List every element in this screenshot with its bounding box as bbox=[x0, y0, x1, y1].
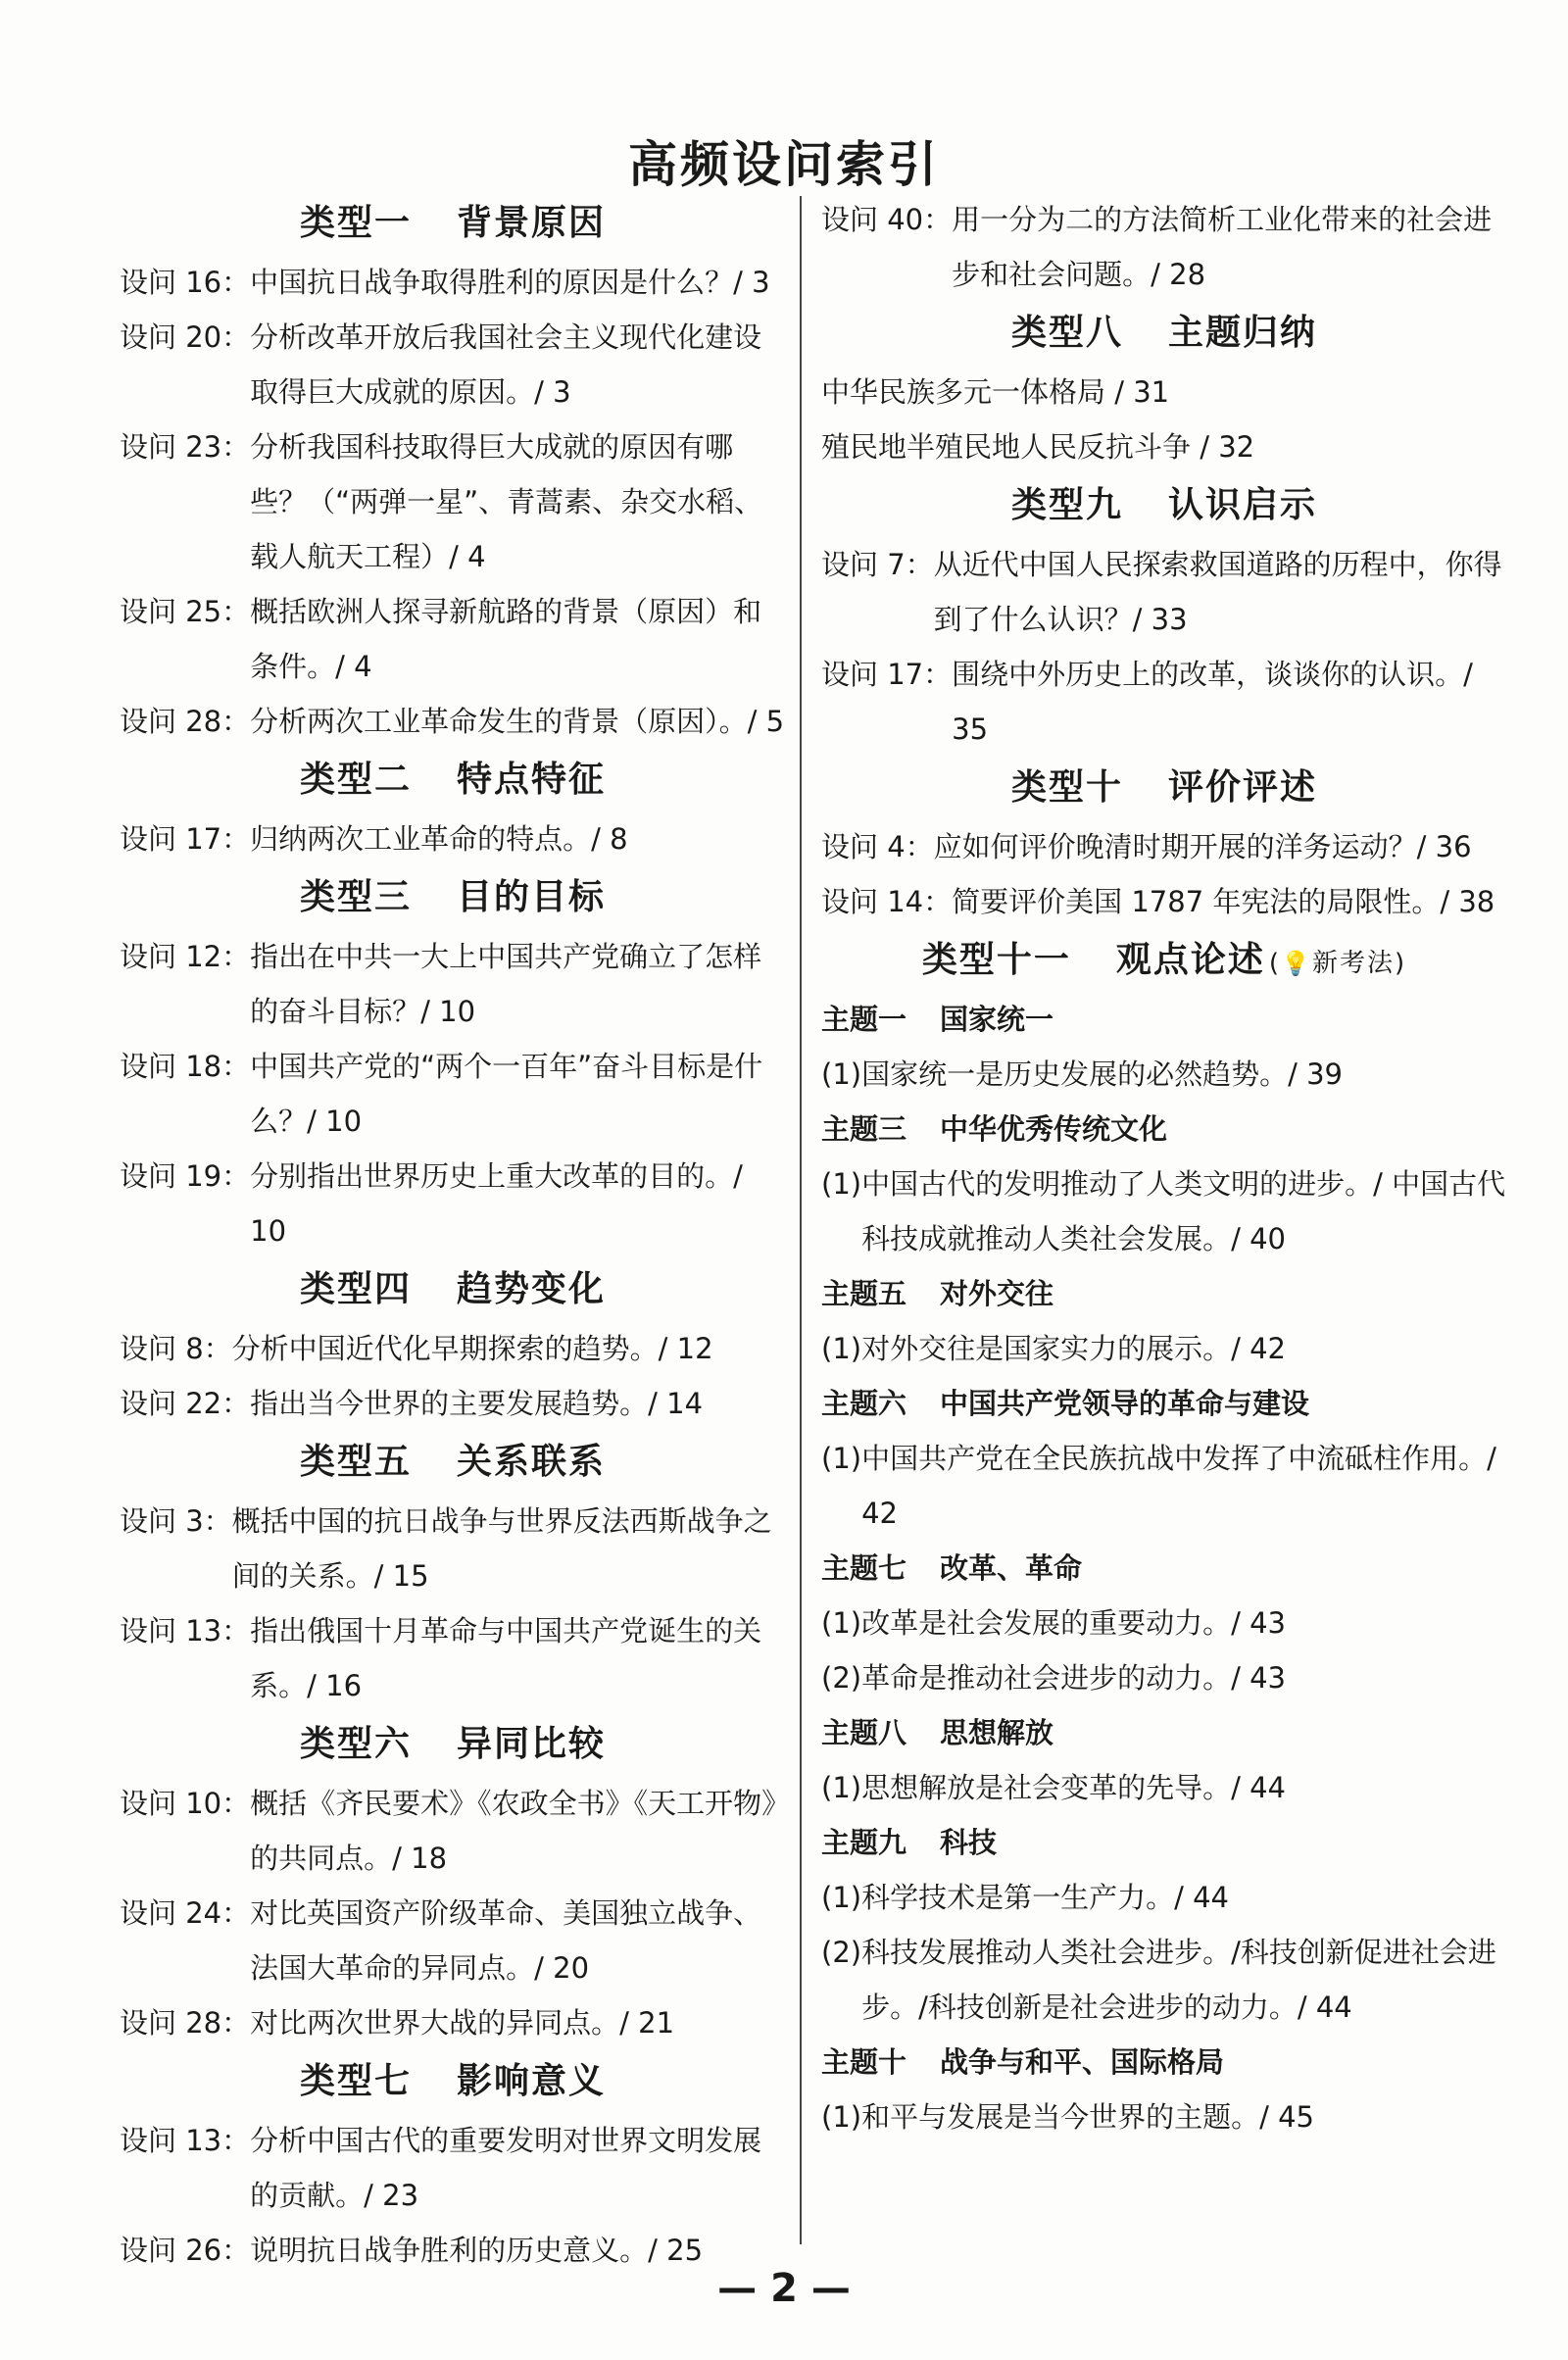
question-entry bbox=[821, 1047, 1507, 1102]
question-label: 设问 26： bbox=[120, 2234, 251, 2267]
question-label: 设问 19： bbox=[120, 1159, 251, 1193]
type-number: 类型九 bbox=[1010, 485, 1123, 525]
question-entry bbox=[821, 1321, 1507, 1376]
question-entry bbox=[120, 419, 786, 584]
question-label: (1) bbox=[821, 2100, 862, 2134]
question-label: 设问 28： bbox=[120, 705, 251, 738]
question-entry bbox=[120, 929, 786, 1039]
question-entry bbox=[120, 1886, 786, 1995]
question-text: 用一分为二的方法简析工业化带来的社会进步和社会问题。/ 28 bbox=[952, 203, 1493, 291]
question-label: 设问 40： bbox=[821, 203, 953, 236]
theme-number: 主题三 bbox=[821, 1112, 907, 1146]
theme-number: 主题一 bbox=[821, 1003, 907, 1036]
right-column bbox=[821, 192, 1507, 2144]
question-label: 设问 7： bbox=[821, 548, 934, 581]
theme-number: 主题十 bbox=[821, 2045, 907, 2079]
column-divider bbox=[800, 196, 802, 2244]
question-label: 设问 10： bbox=[120, 1787, 251, 1820]
type-title: 特点特征 bbox=[457, 760, 607, 800]
question-label: (1) bbox=[821, 1057, 862, 1091]
type-heading bbox=[821, 929, 1507, 992]
question-label: (2) bbox=[821, 1936, 862, 1969]
question-label: 设问 24： bbox=[120, 1896, 251, 1930]
left-column bbox=[120, 192, 786, 2278]
question-text: 分析中国古代的重要发明对世界文明发展的贡献。/ 23 bbox=[250, 2124, 762, 2212]
type-number: 类型一 bbox=[299, 203, 412, 243]
question-label: (1) bbox=[821, 1442, 862, 1475]
type-title: 趋势变化 bbox=[457, 1269, 607, 1309]
question-label: 设问 4： bbox=[821, 830, 934, 863]
question-entry bbox=[120, 1321, 786, 1376]
type-title: 评价评述 bbox=[1168, 767, 1318, 808]
type-number: 类型十一 bbox=[921, 940, 1071, 980]
type-heading bbox=[120, 2050, 786, 2113]
question-entry bbox=[120, 1776, 786, 1886]
question-text: 分析我国科技取得巨大成就的原因有哪些？（“两弹一星”、青蒿素、杂交水稻、载人航天工程）/ 4 bbox=[250, 430, 763, 573]
question-text: 国家统一是历史发展的必然趋势。/ 39 bbox=[861, 1057, 1343, 1091]
question-entry bbox=[120, 1494, 786, 1603]
question-label: (1) bbox=[821, 1332, 862, 1365]
page-number: — 2 — bbox=[717, 2266, 851, 2311]
type-number: 类型三 bbox=[299, 877, 412, 917]
question-entry bbox=[120, 310, 786, 419]
question-entry bbox=[120, 1039, 786, 1149]
question-text: 指出在中共一大上中国共产党确立了怎样的奋斗目标？/ 10 bbox=[250, 940, 762, 1028]
question-text: 简要评价美国 1787 年宪法的局限性。/ 38 bbox=[952, 885, 1495, 918]
type-title: 背景原因 bbox=[457, 203, 607, 243]
theme-number: 主题八 bbox=[821, 1716, 907, 1749]
theme-heading bbox=[821, 1705, 1507, 1760]
type-heading bbox=[120, 749, 786, 811]
theme-heading bbox=[821, 1815, 1507, 1870]
lightbulb-icon: 💡 bbox=[1281, 950, 1312, 977]
theme-heading bbox=[821, 1376, 1507, 1431]
question-text: 归纳两次工业革命的特点。/ 8 bbox=[250, 822, 628, 856]
question-text: 分析中国近代化早期探索的趋势。/ 12 bbox=[231, 1332, 713, 1365]
theme-number: 主题六 bbox=[821, 1387, 907, 1420]
question-entry bbox=[821, 1870, 1507, 1925]
question-label: (1) bbox=[821, 1167, 862, 1201]
type-title: 目的目标 bbox=[457, 877, 607, 917]
theme-number: 主题七 bbox=[821, 1551, 907, 1585]
question-text: 思想解放是社会变革的先导。/ 44 bbox=[861, 1771, 1286, 1804]
question-text: 对外交往是国家实力的展示。/ 42 bbox=[861, 1332, 1286, 1365]
question-entry bbox=[120, 1603, 786, 1713]
type-title: 异同比较 bbox=[457, 1724, 607, 1764]
question-text: 中国古代的发明推动了人类文明的进步。/ 中国古代科技成就推动人类社会发展。/ 40 bbox=[861, 1167, 1506, 1255]
question-entry bbox=[120, 811, 786, 866]
theme-heading bbox=[821, 1266, 1507, 1321]
theme-title: 战争与和平、国际格局 bbox=[940, 2045, 1225, 2079]
theme-title: 改革、革命 bbox=[940, 1551, 1083, 1585]
question-label: 设问 3： bbox=[120, 1504, 232, 1538]
index-entry: 殖民地半殖民地人民反抗斗争 / 32 bbox=[821, 430, 1255, 464]
question-text: 革命是推动社会进步的动力。/ 43 bbox=[861, 1661, 1286, 1695]
question-text: 中国抗日战争取得胜利的原因是什么？/ 3 bbox=[250, 266, 770, 299]
type-number: 类型七 bbox=[299, 2061, 412, 2101]
type-title: 关系联系 bbox=[457, 1442, 607, 1482]
type-title: 观点论述 bbox=[1115, 940, 1265, 980]
theme-title: 中华优秀传统文化 bbox=[940, 1112, 1168, 1146]
question-entry bbox=[821, 874, 1507, 929]
theme-number: 主题九 bbox=[821, 1826, 907, 1859]
type-number: 类型四 bbox=[299, 1269, 412, 1309]
question-entry bbox=[821, 1760, 1507, 1815]
type-heading bbox=[120, 866, 786, 929]
theme-heading bbox=[821, 2035, 1507, 2090]
type-heading bbox=[821, 474, 1507, 537]
question-label: 设问 16： bbox=[120, 266, 251, 299]
question-label: (2) bbox=[821, 1661, 862, 1695]
question-entry bbox=[120, 694, 786, 749]
question-entry bbox=[821, 1431, 1507, 1541]
question-text: 中国共产党的“两个一百年”奋斗目标是什么？/ 10 bbox=[250, 1050, 763, 1138]
question-label: 设问 25： bbox=[120, 595, 251, 628]
question-text: 概括欧洲人探寻新航路的背景（原因）和条件。/ 4 bbox=[250, 595, 762, 683]
theme-title: 国家统一 bbox=[940, 1003, 1054, 1036]
type-number: 类型十 bbox=[1010, 767, 1123, 808]
theme-heading bbox=[821, 1541, 1507, 1596]
question-text: 改革是社会发展的重要动力。/ 43 bbox=[861, 1606, 1286, 1640]
question-text: 对比英国资产阶级革命、美国独立战争、法国大革命的异同点。/ 20 bbox=[250, 1896, 762, 1985]
type-heading bbox=[120, 1431, 786, 1494]
theme-title: 科技 bbox=[940, 1826, 998, 1859]
index-entry: 中华民族多元一体格局 / 31 bbox=[821, 375, 1170, 409]
page-title: 高频设问索引 bbox=[628, 135, 940, 193]
question-label: 设问 13： bbox=[120, 1614, 251, 1647]
question-label: 设问 18： bbox=[120, 1050, 251, 1083]
question-entry bbox=[821, 1596, 1507, 1650]
question-entry bbox=[120, 2113, 786, 2223]
question-label: 设问 12： bbox=[120, 940, 251, 973]
question-entry bbox=[821, 1156, 1507, 1266]
question-entry bbox=[821, 192, 1507, 302]
theme-title: 思想解放 bbox=[940, 1716, 1054, 1749]
question-text: 应如何评价晚清时期开展的洋务运动？/ 36 bbox=[933, 830, 1472, 863]
question-entry bbox=[120, 1995, 786, 2050]
question-label: 设问 28： bbox=[120, 2006, 251, 2040]
question-text: 分析两次工业革命发生的背景（原因）。/ 5 bbox=[250, 705, 785, 738]
question-text: 概括中国的抗日战争与世界反法西斯战争之间的关系。/ 15 bbox=[231, 1504, 772, 1593]
type-heading bbox=[821, 302, 1507, 365]
question-text: 中国共产党在全民族抗战中发挥了中流砥柱作用。/ 42 bbox=[861, 1442, 1496, 1530]
type-title: 影响意义 bbox=[457, 2061, 607, 2101]
theme-title: 中国共产党领导的革命与建设 bbox=[940, 1387, 1310, 1420]
question-entry bbox=[120, 584, 786, 694]
question-text: 从近代中国人民探索救国道路的历程中，你得到了什么认识？/ 33 bbox=[933, 548, 1502, 636]
question-label: (1) bbox=[821, 1881, 862, 1914]
question-text: 和平与发展是当今世界的主题。/ 45 bbox=[861, 2100, 1314, 2134]
theme-heading bbox=[821, 992, 1507, 1047]
question-entry bbox=[821, 1650, 1507, 1705]
theme-title: 对外交往 bbox=[940, 1277, 1054, 1310]
question-label: (1) bbox=[821, 1606, 862, 1640]
question-text: 科学技术是第一生产力。/ 44 bbox=[861, 1881, 1229, 1914]
type-number: 类型五 bbox=[299, 1442, 412, 1482]
type-heading bbox=[120, 1258, 786, 1321]
question-text: 分析改革开放后我国社会主义现代化建设取得巨大成就的原因。/ 3 bbox=[250, 320, 762, 409]
theme-heading bbox=[821, 1102, 1507, 1156]
type-heading bbox=[120, 1713, 786, 1776]
question-entry bbox=[821, 2090, 1507, 2144]
question-text: 说明抗日战争胜利的历史意义。/ 25 bbox=[250, 2234, 704, 2267]
type-number: 类型六 bbox=[299, 1724, 412, 1764]
question-entry bbox=[821, 647, 1507, 757]
theme-number: 主题五 bbox=[821, 1277, 907, 1310]
question-text: 指出俄国十月革命与中国共产党诞生的关系。/ 16 bbox=[250, 1614, 762, 1702]
question-entry bbox=[821, 819, 1507, 874]
type-number: 类型二 bbox=[299, 760, 412, 800]
question-label: 设问 17： bbox=[821, 658, 953, 691]
question-label: 设问 20： bbox=[120, 320, 251, 354]
type-heading bbox=[120, 192, 786, 255]
question-entry bbox=[821, 537, 1507, 647]
question-label: 设问 17： bbox=[120, 822, 251, 856]
question-label: (1) bbox=[821, 1771, 862, 1804]
question-label: 设问 8： bbox=[120, 1332, 232, 1365]
question-label: 设问 14： bbox=[821, 885, 953, 918]
question-entry bbox=[120, 1149, 786, 1258]
question-text: 围绕中外历史上的改革，谈谈你的认识。/ 35 bbox=[952, 658, 1473, 746]
question-text: 指出当今世界的主要发展趋势。/ 14 bbox=[250, 1387, 704, 1420]
question-label: 设问 23： bbox=[120, 430, 251, 464]
note-text: 新考法 bbox=[1311, 949, 1395, 978]
question-text: 分别指出世界历史上重大改革的目的。/ 10 bbox=[250, 1159, 743, 1248]
question-text: 对比两次世界大战的异同点。/ 21 bbox=[250, 2006, 675, 2040]
question-entry bbox=[120, 1376, 786, 1431]
question-text: 科技发展推动人类社会进步。/科技创新促进社会进步。/科技创新是社会进步的动力。/ 44 bbox=[861, 1936, 1496, 2024]
question-entry bbox=[120, 255, 786, 310]
question-text: 概括《齐民要术》《农政全书》《天工开物》的共同点。/ 18 bbox=[250, 1787, 776, 1875]
type-title: 主题归纳 bbox=[1168, 313, 1318, 353]
type-heading bbox=[821, 757, 1507, 819]
type-number: 类型八 bbox=[1010, 313, 1123, 353]
type-title: 认识启示 bbox=[1168, 485, 1318, 525]
new-method-note: (💡新考法) bbox=[1269, 949, 1406, 978]
question-label: 设问 22： bbox=[120, 1387, 251, 1420]
question-entry bbox=[821, 1925, 1507, 2035]
question-label: 设问 13： bbox=[120, 2124, 251, 2157]
